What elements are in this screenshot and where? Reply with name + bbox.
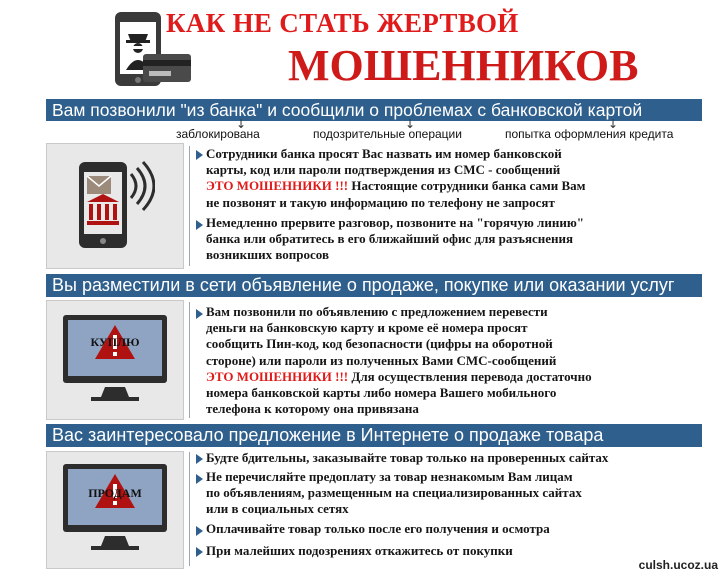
section2-icon-box bbox=[46, 300, 184, 420]
watermark: culsh.ucoz.ua bbox=[638, 558, 718, 572]
monitor-warning-icon bbox=[61, 313, 169, 410]
section1-heading: Вам позвонили "из банка" и сообщили о проблемах с банковской картой bbox=[46, 99, 702, 121]
section3-icon-box bbox=[46, 451, 184, 569]
bullet-icon bbox=[196, 547, 203, 557]
option-suspicious: подозрительные операции bbox=[313, 127, 462, 141]
s1-bullet2: Немедленно прервите разговор, позвоните на "горячую линию" банка или обратитесь в его ближайший офис для разъяснения возникших вопросов bbox=[206, 215, 584, 263]
bullet-icon bbox=[196, 309, 203, 319]
s3-bullet2: Не перечисляйте предоплату за товар незнакомым Вам лицам по объявлениям, размещенным на специализированных сайтах или в социальных сетях bbox=[206, 469, 582, 517]
warning-text: ЭТО МОШЕННИКИ !!! bbox=[206, 178, 349, 194]
section2-heading: Вы разместили в сети объявление о продаже, покупке или оказании услуг bbox=[46, 274, 702, 297]
bullet-icon bbox=[196, 220, 203, 230]
icon-label: КУПЛЮ bbox=[90, 335, 140, 349]
bullet-icon bbox=[196, 454, 203, 464]
warning-text: ЭТО МОШЕННИКИ !!! bbox=[206, 368, 349, 384]
icon-label: ПРОДАМ bbox=[88, 486, 142, 500]
option-credit: попытка оформления кредита bbox=[505, 127, 674, 141]
page-title-line1: КАК НЕ СТАТЬ ЖЕРТВОЙ bbox=[166, 8, 519, 38]
divider bbox=[189, 302, 190, 418]
page-title-line2: МОШЕННИКОВ bbox=[288, 41, 639, 90]
section3-heading: Вас заинтересовало предложение в Интернете о продаже товара bbox=[46, 424, 702, 447]
s3-bullet3: Оплачивайте товар только после его получения и осмотра bbox=[206, 521, 550, 536]
monitor-warning-icon bbox=[61, 462, 169, 559]
s3-bullet4: При малейших подозрениях откажитесь от покупки bbox=[206, 543, 513, 558]
s1-bullet1: Сотрудники банка просят Вас назвать им номер банковской карты, код или пароли подтверждения из СМС - сообщений ЭТО МОШЕННИКИ !!! Настоящие сотрудники банка сами Вам не позвонят и такую информацию по телефону не запросят bbox=[206, 146, 586, 210]
section1-icon-box bbox=[46, 143, 184, 269]
divider bbox=[189, 146, 190, 266]
s2-bullet1: Вам позвонили по объявлению с предложением перевести деньги на банковскую карту и кроме её номера просят сообщить Пин-код, код безопасности (цифры на оборотной стороне) или пароли из полученных Вами СМС-сообщений ЭТО МОШЕННИКИ !!! Для осуществления перевода достаточно номера банковской карты либо номера Вашего мобильного телефона к которому она привязана bbox=[206, 304, 592, 417]
s3-bullet1: Будте бдительны, заказывайте товар только на проверенных сайтах bbox=[206, 450, 609, 465]
down-arrow-icon: ↓ bbox=[236, 117, 247, 131]
bullet-icon bbox=[196, 474, 203, 484]
bullet-icon bbox=[196, 150, 203, 160]
bullet-icon bbox=[196, 526, 203, 536]
divider bbox=[189, 452, 190, 566]
option-blocked: заблокирована bbox=[176, 127, 260, 141]
down-arrow-icon: ↓ bbox=[608, 117, 619, 131]
phone-bank-icon bbox=[75, 154, 155, 259]
down-arrow-icon: ↓ bbox=[405, 117, 416, 131]
